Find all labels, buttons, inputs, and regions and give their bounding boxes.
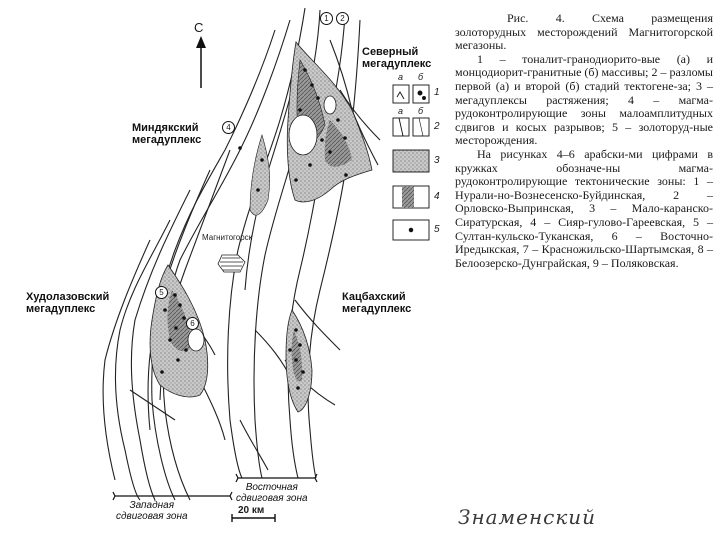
legend-num-4: 4 (434, 191, 440, 202)
caption-legend-text: 1 – тоналит-гранодиорито-вые (а) и монцодиорит-гранитные (б) массивы; 2 – разломы первой (а) и второй (б) стадий тектогене-за; 3 – мегадуплексы растяжения; 4 – магма-рудоконтролирующие зоны малоамплитудных сдвигов и косых разрывов; 5 – золоторуд-ные месторождения. (455, 51, 713, 148)
label-severny: Северный мегадуплекс (362, 46, 432, 70)
legend-letter-b2: б (418, 106, 424, 116)
label-west-zone: Западная сдвиговая зона (116, 500, 188, 522)
katsbakh-megaduplex-area (286, 310, 312, 412)
legend-num-2: 2 (434, 121, 440, 132)
label-hudolaz: Худолазовский мегадуплекс (26, 291, 110, 315)
north-label: С (194, 20, 204, 35)
label-magnitogorsk: Магнитогорск (202, 233, 253, 242)
caption-paragraph-2: На рисунках 4–6 арабски-ми цифрами в кружках обозначе-ны магма-рудоконтролирующие тектонические зоны: 1 – Нурали-но-Вознесенско-Буйдинская, 2 – Орловско-Выпринская, 3 – Мало-каранско-Сиратурская, 4 – Сияр-гулово-Гареевская, 5 – Султан-кульско-Туканская, 6 – Восточно-Иредыкская, 7 – Красножильско-Шартымская, 8 – Белоозерско-Дунграйская, 9 – Поляковская. (455, 146, 713, 270)
hudolaz-megaduplex-area (150, 265, 208, 397)
legend-num-5: 5 (434, 224, 440, 235)
zone-marker-6: 6 (186, 317, 199, 330)
zone-marker-5: 5 (155, 286, 168, 299)
signature: Знаменский (458, 505, 597, 529)
magnitogorsk-city (218, 255, 245, 272)
legend-letter-b1: б (418, 72, 424, 82)
legend-num-1: 1 (434, 87, 440, 98)
label-mindyak: Миндякский мегадуплекс (132, 122, 202, 146)
legend-letter-a2: а (398, 106, 404, 116)
label-katsbakh: Кацбахский мегадуплекс (342, 291, 412, 315)
fault-lines (103, 8, 380, 500)
legend-letter-a1: а (398, 72, 404, 82)
zone-marker-1: 1 (320, 12, 333, 25)
caption (455, 12, 713, 270)
zone-marker-2: 2 (336, 12, 349, 25)
legend-num-3: 3 (434, 155, 440, 166)
north-arrow-icon (196, 36, 206, 88)
zone-marker-4: 4 (222, 121, 235, 134)
scale-label: 20 км (238, 505, 265, 516)
label-east-zone: Восточная сдвиговая зона (236, 482, 308, 504)
caption-title: Рис. 4. Схема размещения золоторудных месторождений Магнитогорской мегазоны. (455, 11, 713, 53)
